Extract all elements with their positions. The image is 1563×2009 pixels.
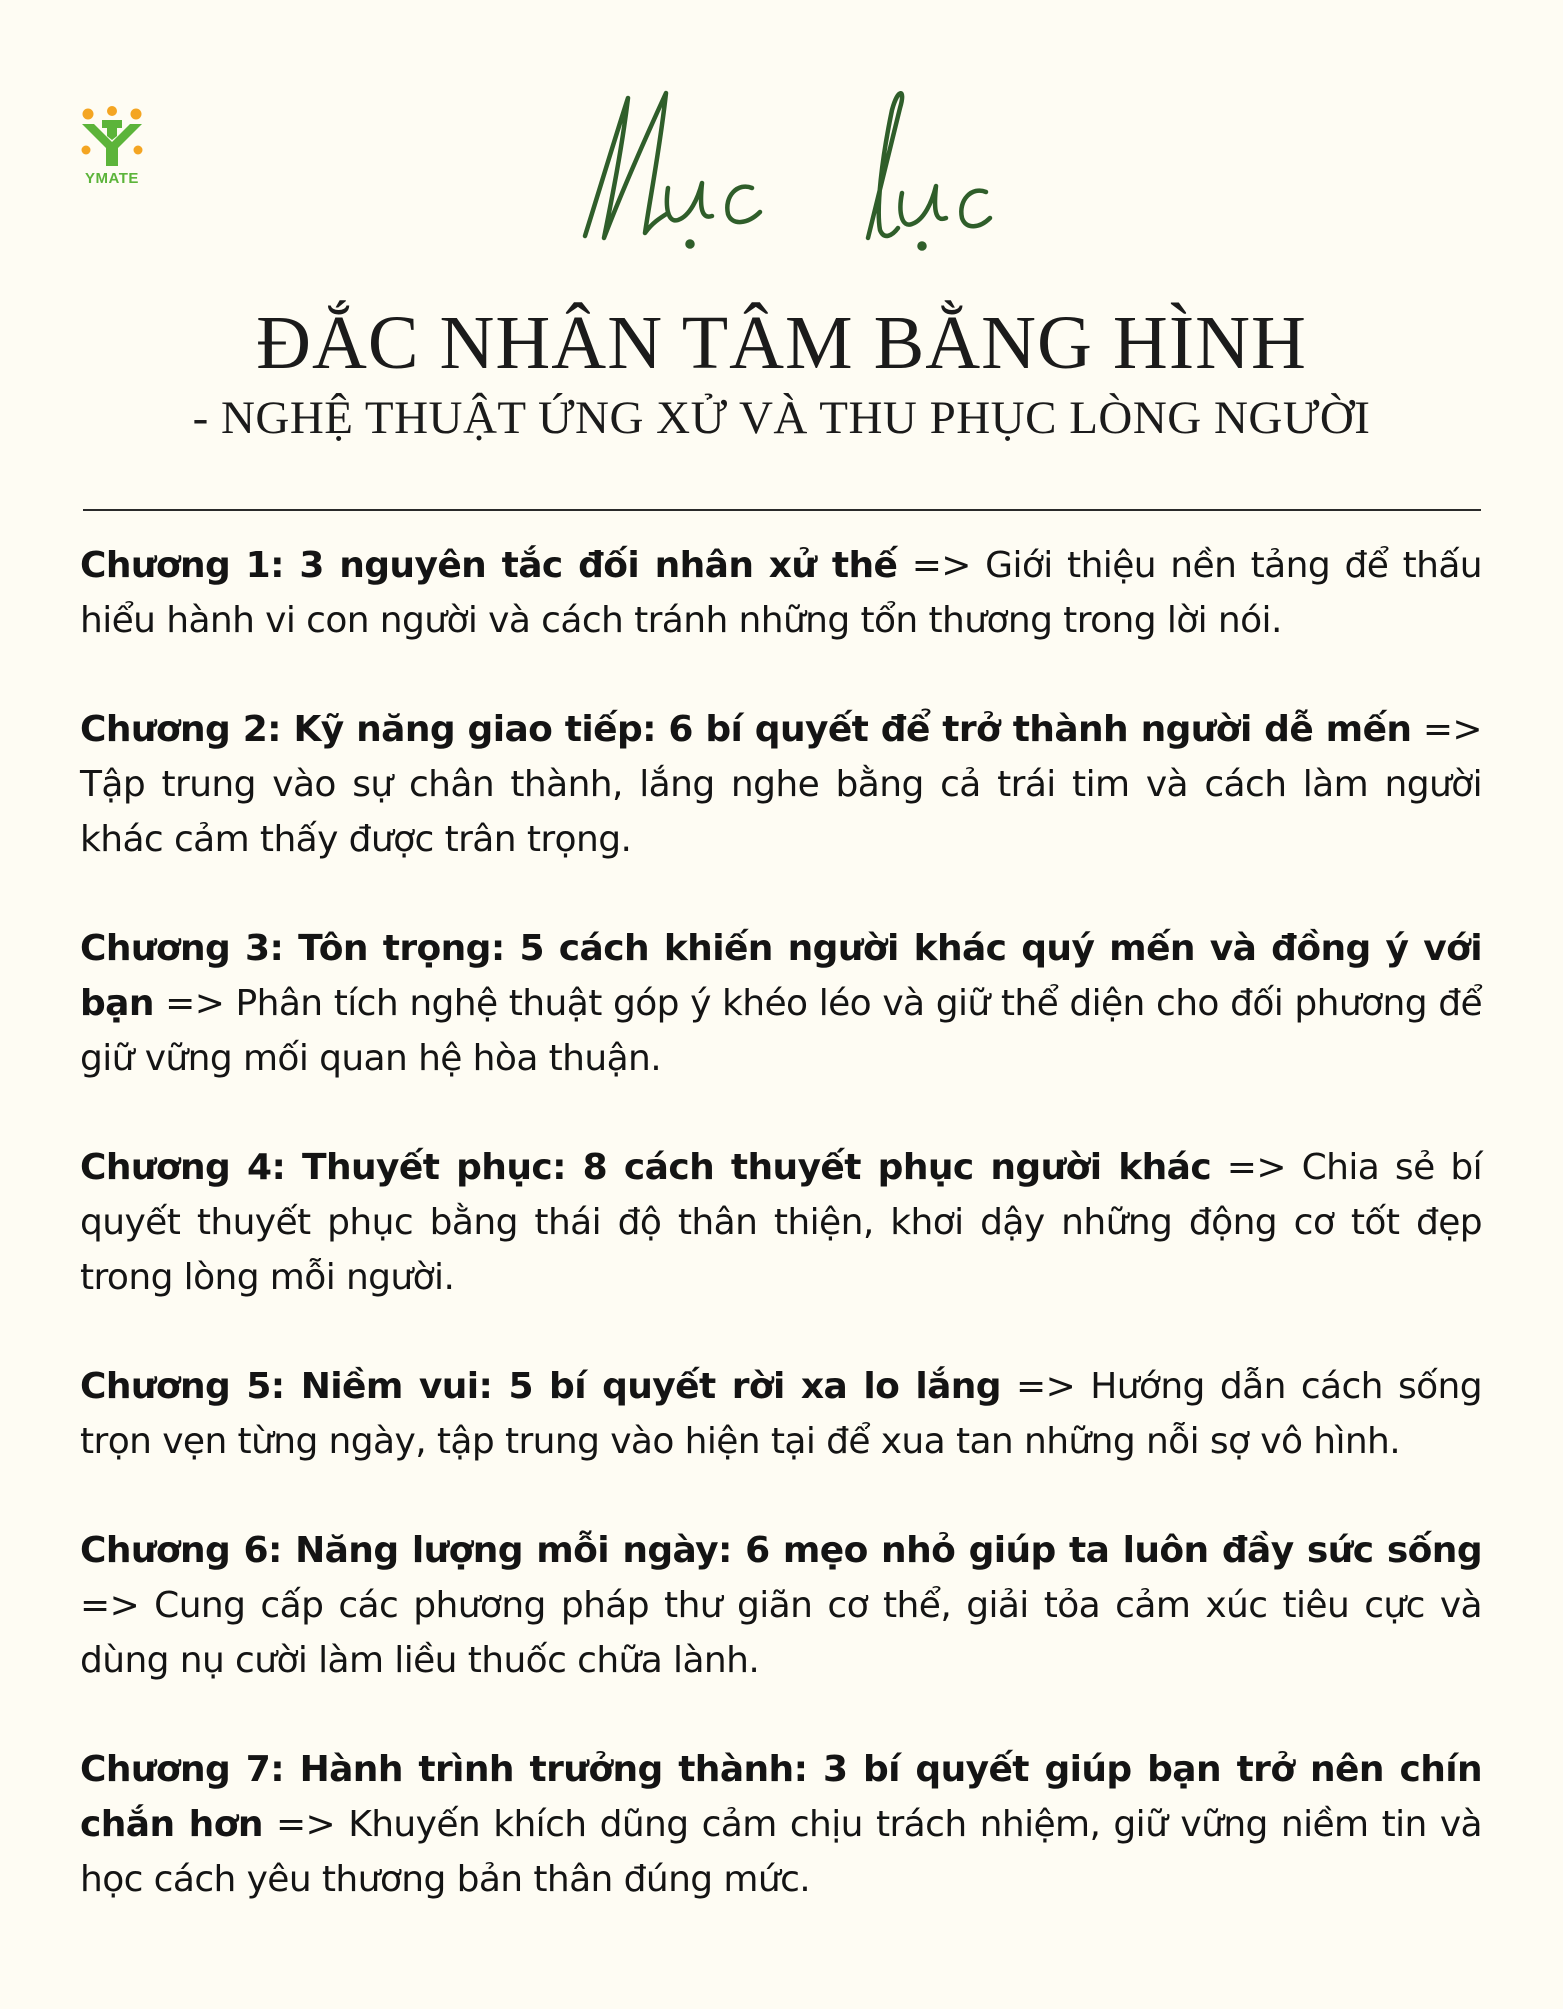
- chapter-5: [80, 1359, 1482, 1469]
- chapter-4: [80, 1140, 1482, 1305]
- chapter-description: => Cung cấp các phương pháp thư giãn cơ thể, giải tỏa cảm xúc tiêu cực và dùng nụ cười làm liều thuốc chữa lành.: [80, 1585, 1482, 1681]
- chapter-7: [80, 1742, 1482, 1907]
- chapter-description: => Hướng dẫn cách sống trọn vẹn từng ngày, tập trung vào hiện tại để xua tan những nỗi sợ vô hình.: [80, 1366, 1482, 1462]
- chapter-heading: Chương 1: 3 nguyên tắc đối nhân xử thế: [80, 545, 898, 586]
- chapter-6: [80, 1523, 1482, 1688]
- chapter-description: => Giới thiệu nền tảng để thấu hiểu hành vi con người và cách tránh những tổn thương trong lời nói.: [80, 545, 1482, 641]
- chapter-1: [80, 538, 1482, 648]
- chapter-heading: Chương 5: Niềm vui: 5 bí quyết rời xa lo lắng: [80, 1366, 1001, 1407]
- chapter-heading: Chương 4: Thuyết phục: 8 cách thuyết phục người khác: [80, 1147, 1212, 1188]
- chapter-description: => Tập trung vào sự chân thành, lắng nghe bằng cả trái tim và cách làm người khác cảm thấy được trân trọng.: [80, 709, 1482, 860]
- chapter-heading: Chương 7: Hành trình trưởng thành: 3 bí quyết giúp bạn trở nên chín chắn hơn: [80, 1749, 1482, 1845]
- page-title: ĐẮC NHÂN TÂM BẰNG HÌNH: [256, 301, 1307, 385]
- chapter-heading: Chương 2: Kỹ năng giao tiếp: 6 bí quyết để trở thành người dễ mến: [80, 709, 1412, 750]
- chapter-heading: Chương 6: Năng lượng mỗi ngày: 6 mẹo nhỏ giúp ta luôn đầy sức sống: [80, 1530, 1482, 1571]
- chapter-2: [80, 702, 1482, 867]
- chapter-description: => Chia sẻ bí quyết thuyết phục bằng thái độ thân thiện, khơi dậy những động cơ tốt đẹp trong lòng mỗi người.: [80, 1147, 1482, 1298]
- page-subtitle: - NGHỆ THUẬT ỨNG XỬ VÀ THU PHỤC LÒNG NGƯỜI: [192, 392, 1371, 444]
- logo-text: YMATE: [85, 170, 139, 187]
- chapter-description: => Khuyến khích dũng cảm chịu trách nhiệm, giữ vững niềm tin và học cách yêu thương bản thân đúng mức.: [80, 1804, 1483, 1900]
- chapter-description: => Phân tích nghệ thuật góp ý khéo léo và giữ thể diện cho đối phương để giữ vững mối quan hệ hòa thuận.: [80, 983, 1483, 1079]
- chapter-list: [80, 538, 1482, 1961]
- script-title: [0, 48, 1563, 258]
- chapter-heading: Chương 3: Tôn trọng: 5 cách khiến người khác quý mến và đồng ý với bạn: [80, 928, 1482, 1024]
- divider: [83, 509, 1481, 511]
- chapter-3: [80, 921, 1482, 1086]
